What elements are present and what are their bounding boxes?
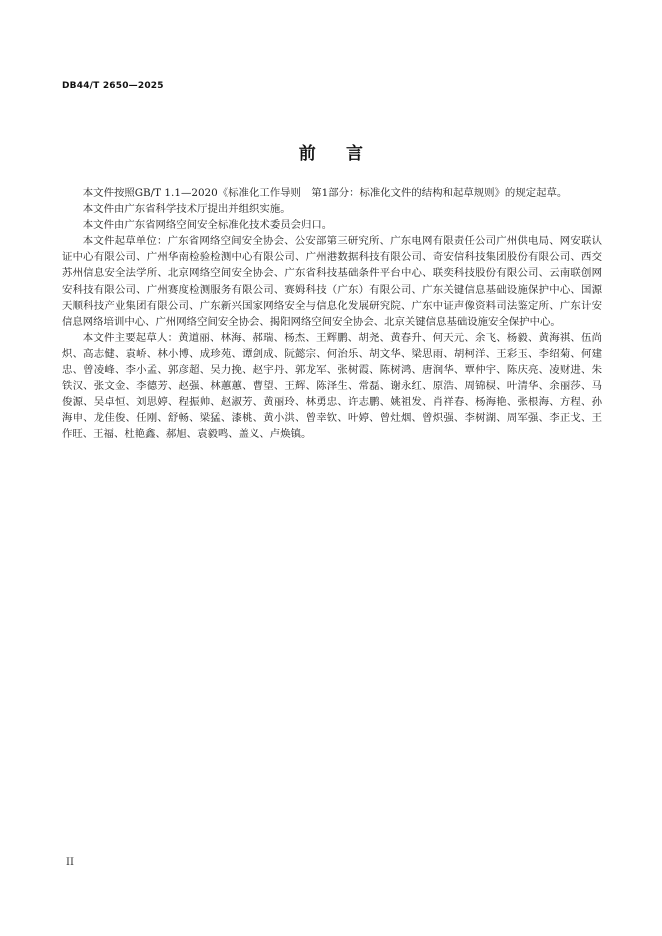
foreword-body bbox=[62, 185, 602, 443]
page-title bbox=[0, 139, 662, 164]
page-title-char-2: 言 bbox=[346, 144, 364, 164]
paragraph-drafting-units: 本文件起草单位：广东省网络空间安全协会、公安部第三研究所、广东电网有限责任公司广州供电局、网安联认证中心有限公司、广州华南检验检测中心有限公司、广州港数据科技有限公司、奇安信科技集团股份有限公司、西交苏州信息安全法学所、北京网络空间安全协会、广东省科技基础条件平台中心、联奕科技股份有限公司、云南联创网安科技有限公司、广州赛度检测服务有限公司、赛姆科技（广东）有限公司、广东关键信息基础设施保护中心、国源天顺科技产业集团有限公司、广东新兴国家网络安全与信息化发展研究院、广东中证声像资料司法鉴定所、广东计安信息网络培训中心、广州网络空间安全协会、揭阳网络空间安全协会、北京关键信息基础设施安全保护中心。 bbox=[62, 235, 602, 328]
document-code: DB44/T 2650—2025 bbox=[62, 81, 164, 91]
page-number: II bbox=[66, 857, 74, 868]
paragraph-proposer: 本文件由广东省科学技术厅提出并组织实施。 bbox=[82, 203, 291, 216]
page-title-char-1: 前 bbox=[298, 144, 316, 164]
paragraph-drafting-rules: 本文件按照GB/T 1.1—2020《标准化工作导则 第1部分：标准化文件的结构和起草规则》的规定起草。 bbox=[82, 187, 568, 199]
paragraph-drafters: 本文件主要起草人：黄道丽、林海、郝瑞、杨杰、王辉鹏、胡尧、黄春升、何天元、余飞、杨毅、黄海祺、伍尚炽、高志健、袁峤、林小博、成珍苑、谭剑成、阮懿宗、何治乐、胡文华、梁思雨、胡柯洋、王彩玉、李绍菊、何建忠、曾凌峰、李小孟、郭彦超、吴力挽、赵宇丹、郭龙军、张树霞、陈树鸿、唐润华、覃仲宇、陈庆亮、凌财进、朱铁汉、张文金、李德芳、赵强、林蕙蕙、曹望、王辉、陈泽生、常磊、谢永红、原浩、周锦棂、叶清华、余丽莎、马俊源、吴卓恒、刘思婷、程振帅、赵淑芳、黄丽玲、林勇忠、许志鹏、姚祖发、肖祥春、杨海艳、张根海、方程、孙海申、龙佳俊、任刚、舒畅、梁猛、漆桃、黄小洪、曾幸钦、叶婷、曾灶烟、曾炽强、李树湖、周军强、李正戈、王作旺、王福、杜艳鑫、郝旭、袁毅鸣、盖义、卢焕镇。 bbox=[62, 331, 602, 441]
paragraph-committee: 本文件由广东省网络空间安全标准化技术委员会归口。 bbox=[82, 219, 333, 232]
